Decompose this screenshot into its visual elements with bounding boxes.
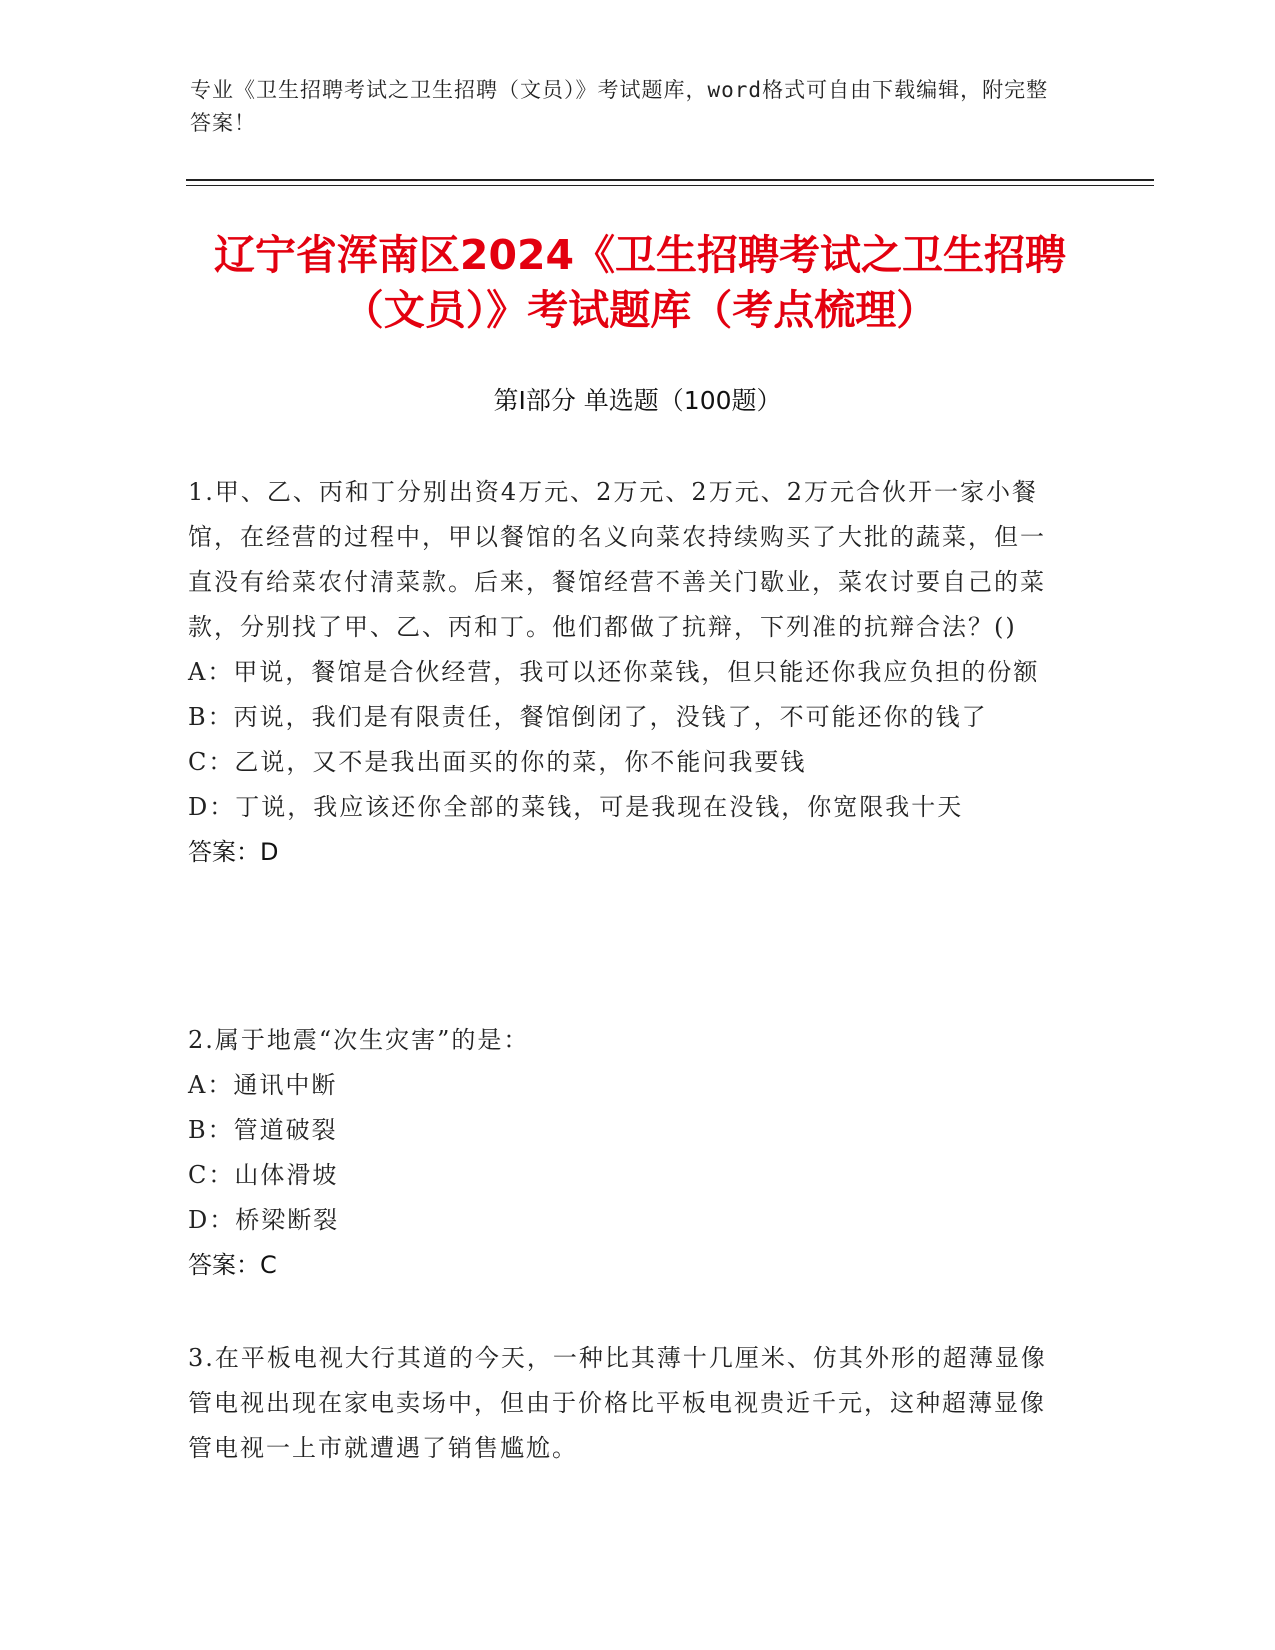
question-text: 3.在平板电视大行其道的今天，一种比其薄十几厘米、仿其外形的超薄显像管电视出现在家电卖场中，但由于价格比平板电视贵近千元，这种超薄显像管电视一上市就遭遇了销售尴尬。 (188, 1344, 1047, 1462)
option-a: A：甲说，餐馆是合伙经营，我可以还你菜钱，但只能还你我应负担的份额 (188, 658, 1040, 686)
header-note: 专业《卫生招聘考试之卫生招聘（文员）》考试题库，word格式可自由下载编辑，附完整答案！ (190, 78, 1049, 135)
header-rule-thick (186, 179, 1154, 181)
option-b: B：丙说，我们是有限责任，餐馆倒闭了，没钱了，不可能还你的钱了 (188, 703, 988, 731)
answer: 答案：D (188, 838, 279, 866)
option-c: C：乙说，又不是我出面买的你的菜，你不能问我要钱 (188, 748, 807, 776)
option-c: C：山体滑坡 (188, 1161, 339, 1189)
option-a: A：通讯中断 (188, 1071, 338, 1099)
section-title: 第I部分 单选题（100题） (493, 386, 782, 415)
document-title: 辽宁省浑南区2024《卫生招聘考试之卫生招聘（文员）》考试题库（考点梳理） (213, 231, 1067, 334)
option-d: D：桥梁断裂 (188, 1206, 340, 1234)
option-d: D：丁说，我应该还你全部的菜钱，可是我现在没钱，你宽限我十天 (188, 793, 964, 821)
question-text: 1.甲、乙、丙和丁分别出资4万元、2万元、2万元、2万元合伙开一家小餐馆，在经营的过程中，甲以餐馆的名义向菜农持续购买了大批的蔬菜，但一直没有给菜农付清菜款。后来，餐馆经营不善关门歇业，菜农讨要自己的菜款，分别找了甲、乙、丙和丁。他们都做了抗辩，下列准的抗辩合法？() (188, 478, 1046, 641)
question-2 (188, 1018, 1068, 1288)
question-1 (188, 470, 1068, 875)
option-b: B：管道破裂 (188, 1116, 338, 1144)
question-text: 2.属于地震“次生灾害”的是： (188, 1026, 530, 1054)
question-3 (188, 1336, 1068, 1471)
header-rule-thin (186, 185, 1154, 186)
answer: 答案：C (188, 1251, 277, 1279)
